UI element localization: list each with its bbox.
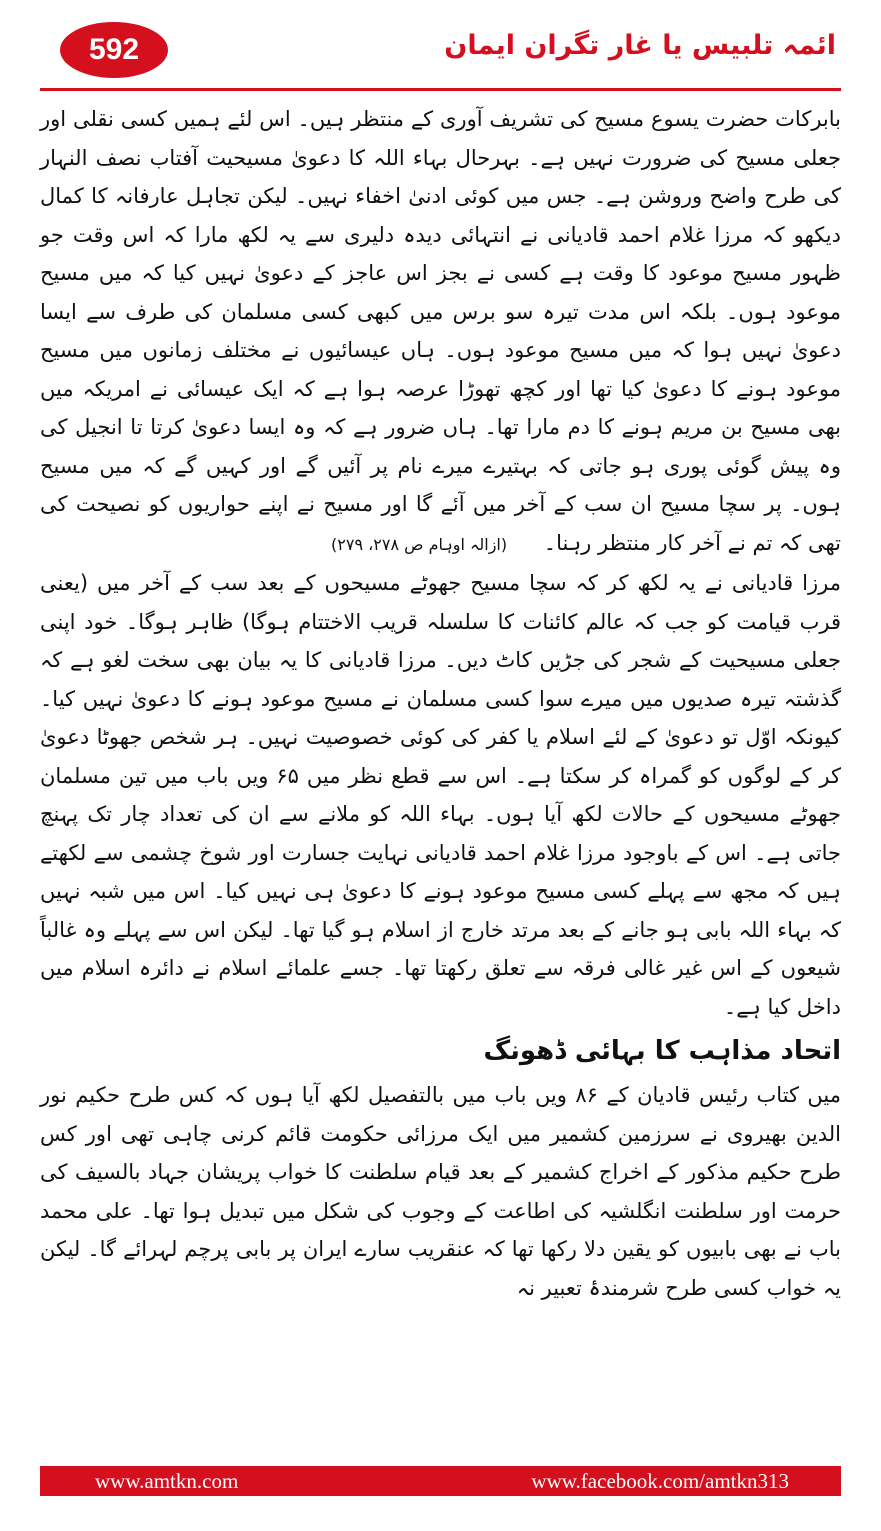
paragraph-3: میں کتاب رئیس قادیان کے ۸۶ ویں باب میں بالتفصیل لکھ آیا ہوں کہ کس طرح حکیم نور الدین بھیروی نے سرزمین کشمیر میں ایک مرزائی حکومت قائم کرنی چاہی تھی اور کس طرح حکیم مذکور کے اخراج کشمیر کے بعد قیام سلطنت کا خواب پریشان جہاد بالسیف کی حرمت اور سلطنت انگلشیہ کی اطاعت کے وجوب کی شکل میں تبدیل ہوا تھا۔ علی محمد باب نے بھی بابیوں کو یقین دلا رکھا تھا کہ عنقریب سارے ایران پر بابی پرچم لہرائے گا۔ لیکن یہ خواب کسی طرح شرمندۂ تعبیر نہ xyxy=(40,1083,841,1300)
page-header xyxy=(0,0,881,95)
website-link[interactable]: www.amtkn.com xyxy=(95,1469,239,1493)
paragraph-2: مرزا قادیانی نے یہ لکھ کر کہ سچا مسیح جھوٹے مسیحوں کے بعد سب کے آخر میں (یعنی قرب قیامت کو جب کہ عالم کائنات کا سلسلہ قریب الاختتام ہوگا) ظاہر ہوگا۔ خود اپنی جعلی مسیحیت کے شجر کی جڑیں کاٹ دیں۔ مرزا قادیانی کا یہ بیان بھی سخت لغو ہے کہ گذشتہ تیرہ صدیوں میں میرے سوا کسی مسلمان نے مسیح موعود ہونے کا دعویٰ نہیں کیا۔ کیونکہ اوّل تو دعویٰ کے لئے اسلام یا کفر کی کوئی خصوصیت نہیں۔ ہر شخص جھوٹا دعویٰ کر کے لوگوں کو گمراہ کر سکتا ہے۔ اس سے قطع نظر میں ۶۵ ویں باب میں تین مسلمان جھوٹے مسیحوں کے حالات لکھ آیا ہوں۔ بہاء اللہ کو ملانے سے ان کی تعداد چار تک پہنچ جاتی ہے۔ اس کے باوجود مرزا غلام احمد قادیانی نہایت جسارت اور شوخ چشمی سے لکھتے ہیں کہ مجھ سے پہلے کسی مسیح موعود ہونے کا دعویٰ ہی نہیں کیا۔ اس میں شبہ نہیں کہ بہاء اللہ بابی ہو جانے کے بعد مرتد خارج از اسلام ہو گیا تھا۔ لیکن اس سے پہلے وہ غالباً شیعوں کے اس غیر غالی فرقہ سے تعلق رکھتا تھا۔ جسے علمائے اسلام نے دائرہ اسلام میں داخل کیا ہے۔ xyxy=(40,571,841,1019)
book-title: ائمہ تلبیس یا غار تگران ایمان xyxy=(444,30,836,61)
citation-reference: (ازالہ اوہام ص ۲۷۸، ۲۷۹) xyxy=(331,534,508,554)
paragraph-1-text: بابرکات حضرت یسوع مسیح کی تشریف آوری کے منتظر ہیں۔ اس لئے ہمیں کسی نقلی اور جعلی مسیح کی ضرورت نہیں ہے۔ بہرحال بہاء اللہ کا دعویٰ مسیحیت آفتاب نصف النہار کی طرح واضح وروشن ہے۔ جس میں کوئی ادنیٰ اخفاء نہیں۔ لیکن تجاہل عارفانہ کا کمال دیکھو کہ مرزا غلام احمد قادیانی نے انتہائی دیدہ دلیری سے یہ لکھ مارا کہ اس وقت جو ظہور مسیح موعود کا وقت ہے کسی نے بجز اس عاجز کے دعویٰ نہیں کیا کہ میں مسیح موعود ہوں۔ بلکہ اس مدت تیرہ سو برس میں کبھی کسی مسلمان کی طرف سے ایسا دعویٰ نہیں ہوا کہ میں مسیح موعود ہوں۔ ہاں عیسائیوں نے مختلف زمانوں میں مسیح موعود ہونے کا دعویٰ کیا تھا اور کچھ تھوڑا عرصہ ہوا ہے کہ ایک عیسائی نے امریکہ میں بھی مسیح بن مریم ہونے کا دم مارا تھا۔ ہاں ضرور ہے کہ وہ ایسا دعویٰ کرتا تا انجیل کی وہ پیش گوئی پوری ہو جاتی کہ بہتیرے میرے نام پر آئیں گے اور کہیں گے کہ میں مسیح ہوں۔ پر سچا مسیح ان سب کے آخر میں آئے گا اور مسیح نے اپنے حواریوں کو نصیحت کی تھی کہ تم نے آخر کار منتظر رہنا۔ xyxy=(40,107,841,555)
paragraph-1 xyxy=(40,100,841,564)
page-number-badge: 592 xyxy=(60,22,168,78)
facebook-link[interactable]: www.facebook.com/amtkn313 xyxy=(531,1469,789,1493)
header-divider xyxy=(40,88,841,91)
page-footer xyxy=(40,1466,841,1496)
page-body xyxy=(40,100,841,1307)
section-heading: اتحاد مذاہب کا بہائی ڈھونگ xyxy=(483,1036,841,1066)
